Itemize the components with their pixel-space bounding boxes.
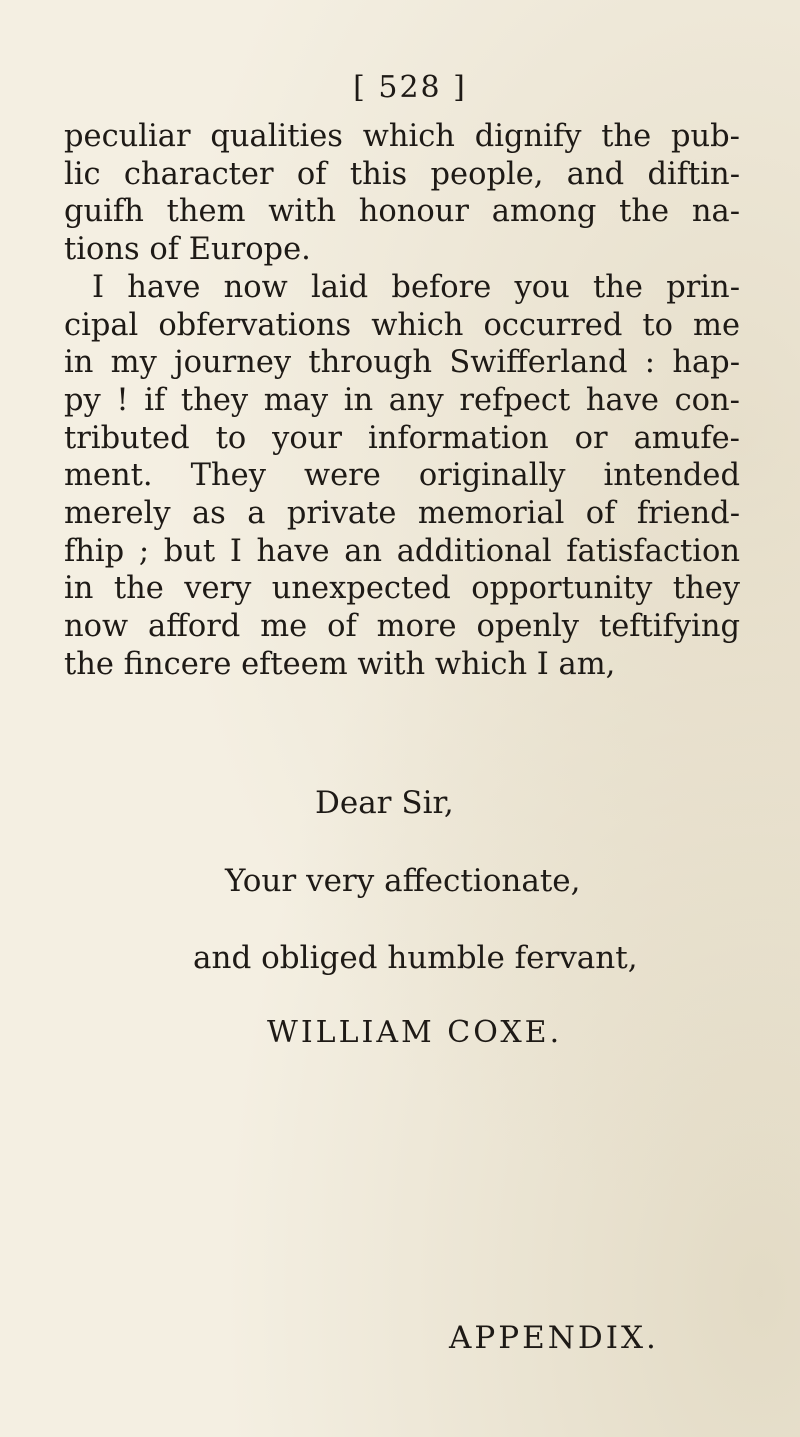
text-line: in the very unexpected opportunity they <box>64 571 740 607</box>
text-line: in my journey through Swifferland : hap- <box>64 345 740 381</box>
text-line: ment. They were originally intended <box>64 458 740 494</box>
text-line: now afford me of more openly teftifying <box>64 609 740 645</box>
text-line: lic character of this people, and diftin- <box>64 156 740 192</box>
text-line: guifh them with honour among the na- <box>64 194 740 230</box>
text-line: tions of Europe. <box>64 232 311 268</box>
valediction-line-1: Your very affectionate, <box>225 863 581 899</box>
text-line: tributed to your information or amufe- <box>64 420 740 456</box>
text-line: fhip ; but I have an additional fatisfaction <box>64 533 740 569</box>
text-line: peculiar qualities which dignify the pub- <box>64 119 740 154</box>
valediction-line-2: and obliged humble fervant, <box>193 940 638 976</box>
signature: WILLIAM COXE. <box>267 1015 563 1050</box>
catchword: APPENDIX. <box>449 1320 659 1356</box>
salutation: Dear Sir, <box>315 785 454 821</box>
body-text <box>64 118 740 684</box>
text-line: py ! if they may in any refpect have con- <box>64 382 740 418</box>
text-line: I have now laid before you the prin- <box>92 269 740 305</box>
text-line: cipal obfervations which occurred to me <box>64 307 740 343</box>
text-line: merely as a private memorial of friend- <box>64 496 740 532</box>
text-line: the fincere efteem with which I am, <box>64 646 616 682</box>
page-number-header: [ 528 ] <box>353 70 467 105</box>
